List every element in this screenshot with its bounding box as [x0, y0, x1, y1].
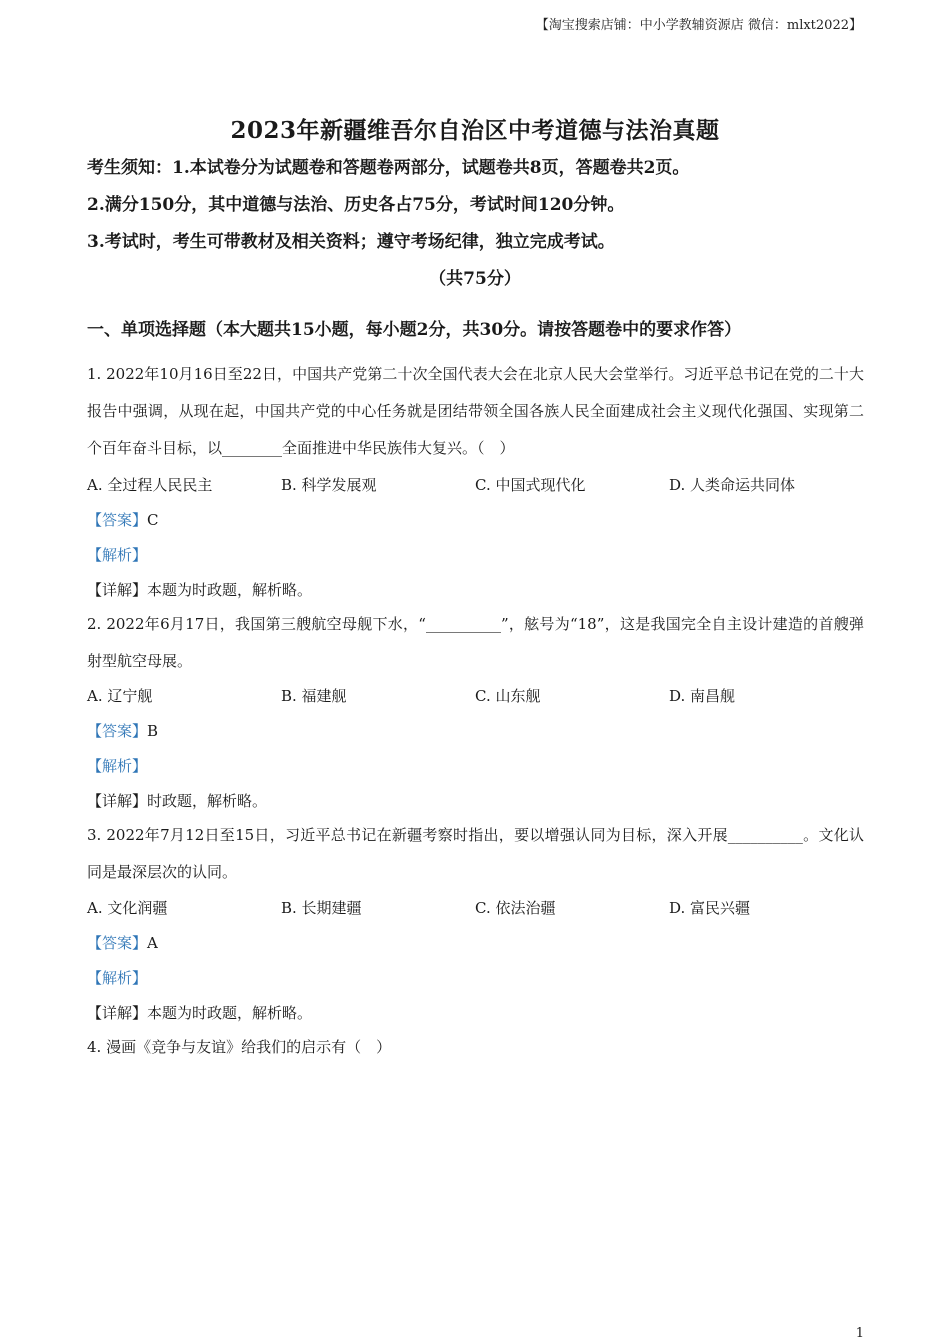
answer-label: 【答案】 [87, 722, 148, 740]
question-2-answer [87, 720, 158, 741]
question-2-detail [87, 790, 267, 811]
header-note: 【淘宝搜索店铺：中小学教辅资源店 微信：mlxt2022】 [535, 18, 862, 33]
question-3-option-c: C. 依法治疆 [475, 899, 556, 917]
detail-label: 【详解】 [87, 581, 148, 599]
analysis-label: 【解析】 [87, 969, 148, 987]
question-3-option-b: B. 长期建疆 [281, 899, 362, 917]
question-2-stem: 2. 2022年6月17日，我国第三艘航空母舰下水，“__________”，舷号为“18”，这是我国完全自主设计建造的首艘弹射型航空母展。 [87, 615, 864, 670]
score-line: （共75分） [429, 269, 521, 289]
question-2-option-c: C. 山东舰 [475, 687, 541, 705]
question-3-analysis [87, 967, 147, 988]
page-title: 2023年新疆维吾尔自治区中考道德与法治真题 [230, 117, 720, 144]
question-1-detail [87, 579, 312, 600]
detail-label: 【详解】 [87, 792, 148, 810]
question-1-answer [87, 509, 159, 530]
question-2-option-d: D. 南昌舰 [669, 687, 736, 705]
section-heading: 一、单项选择题（本大题共15小题，每小题2分，共30分。请按答题卷中的要求作答） [87, 320, 742, 340]
detail-text: 本题为时政题，解析略。 [147, 581, 313, 599]
question-3-option-d: D. 富民兴疆 [669, 899, 751, 917]
answer-value: C [147, 511, 159, 529]
question-3-detail [87, 1002, 312, 1023]
question-1-option-a: A. 全过程人民民主 [87, 476, 213, 494]
answer-value: A [147, 934, 158, 952]
question-3-option-a: A. 文化润疆 [87, 899, 168, 917]
question-1-analysis [87, 544, 147, 565]
exam-notice-line-3: 3.考试时，考生可带教材及相关资料；遵守考场纪律，独立完成考试。 [87, 232, 615, 252]
question-1-option-d: D. 人类命运共同体 [669, 476, 796, 494]
question-2-option-a: A. 辽宁舰 [87, 687, 153, 705]
page-number: 1 [855, 1326, 864, 1341]
question-1-stem: 1. 2022年10月16日至22日，中国共产党第二十次全国代表大会在北京人民大会堂举行。习近平总书记在党的二十大报告中强调，从现在起，中国共产党的中心任务就是团结带领全国各族人民全面建成社会主义现代化强国、实现第二个百年奋斗目标，以________全面推进中华民族伟大复兴。（ ） [87, 365, 864, 457]
question-2-option-b: B. 福建舰 [281, 687, 347, 705]
analysis-label: 【解析】 [87, 546, 148, 564]
question-1-option-b: B. 科学发展观 [281, 476, 377, 494]
question-2-analysis [87, 755, 147, 776]
analysis-label: 【解析】 [87, 757, 148, 775]
answer-label: 【答案】 [87, 934, 148, 952]
question-1-options [87, 474, 867, 495]
question-1-option-c: C. 中国式现代化 [475, 476, 586, 494]
exam-notice-line-2: 2.满分150分，其中道德与法治、历史各占75分，考试时间120分钟。 [87, 195, 625, 215]
exam-notice-line-1: 考生须知：1.本试卷分为试题卷和答题卷两部分，试题卷共8页，答题卷共2页。 [87, 158, 690, 178]
detail-text: 时政题，解析略。 [147, 792, 268, 810]
detail-label: 【详解】 [87, 1004, 148, 1022]
question-3-answer [87, 932, 158, 953]
question-3-options [87, 897, 867, 918]
question-4-stem: 4. 漫画《竞争与友谊》给我们的启示有（ ） [87, 1038, 392, 1056]
question-2-options [87, 685, 867, 706]
answer-value: B [147, 722, 159, 740]
answer-label: 【答案】 [87, 511, 148, 529]
detail-text: 本题为时政题，解析略。 [147, 1004, 313, 1022]
question-3-stem: 3. 2022年7月12日至15日，习近平总书记在新疆考察时指出，要以增强认同为目标，深入开展__________。文化认同是最深层次的认同。 [87, 826, 864, 881]
